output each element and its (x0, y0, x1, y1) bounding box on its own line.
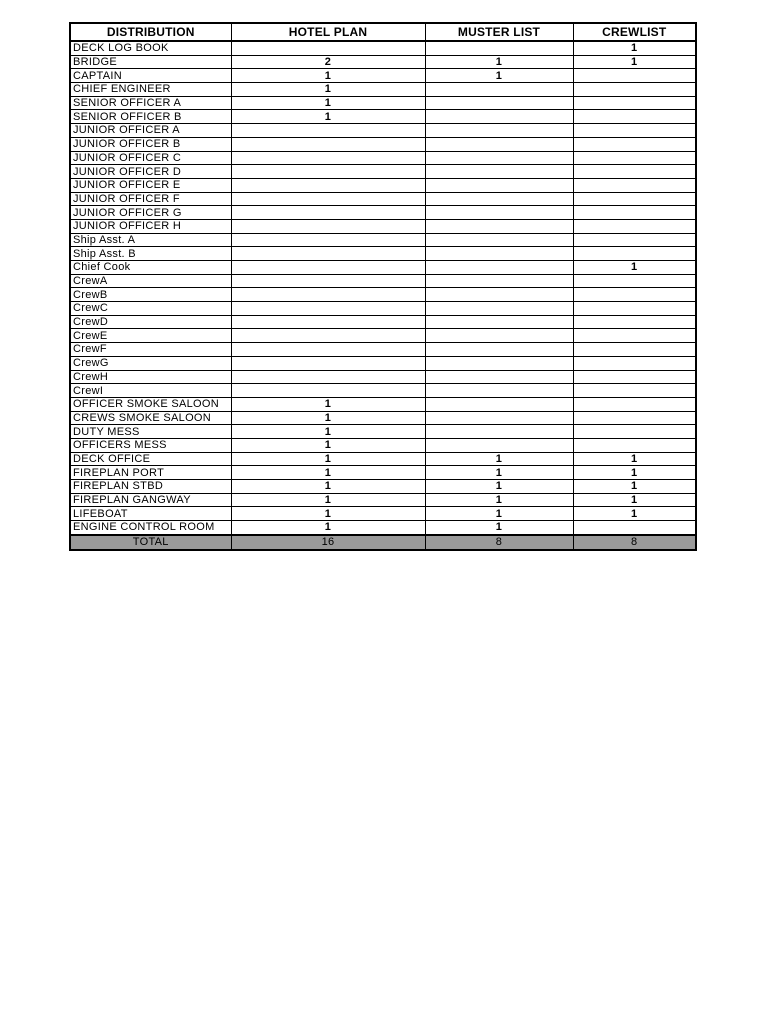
cell-crewlist: 1 (573, 41, 696, 55)
cell-muster-list (425, 315, 573, 329)
table-row (70, 370, 696, 384)
cell-muster-list (425, 438, 573, 452)
cell-crewlist (573, 137, 696, 151)
cell-distribution: ENGINE CONTROL ROOM (70, 521, 231, 535)
table-row (70, 343, 696, 357)
cell-crewlist: 1 (573, 466, 696, 480)
cell-muster-list: 1 (425, 507, 573, 521)
total-muster-list: 8 (425, 535, 573, 550)
cell-crewlist: 1 (573, 507, 696, 521)
cell-hotel-plan: 1 (231, 411, 425, 425)
table-row (70, 288, 696, 302)
cell-muster-list (425, 425, 573, 439)
cell-hotel-plan (231, 329, 425, 343)
cell-hotel-plan: 1 (231, 110, 425, 124)
cell-crewlist (573, 521, 696, 535)
cell-distribution: JUNIOR OFFICER C (70, 151, 231, 165)
header-muster-list: MUSTER LIST (425, 23, 573, 41)
cell-distribution: CrewD (70, 315, 231, 329)
table-row (70, 315, 696, 329)
cell-muster-list: 1 (425, 493, 573, 507)
cell-muster-list (425, 137, 573, 151)
cell-distribution: Chief Cook (70, 261, 231, 275)
cell-muster-list (425, 178, 573, 192)
cell-muster-list (425, 397, 573, 411)
cell-muster-list (425, 261, 573, 275)
cell-distribution: CrewA (70, 274, 231, 288)
cell-hotel-plan: 1 (231, 397, 425, 411)
cell-muster-list: 1 (425, 480, 573, 494)
cell-crewlist (573, 288, 696, 302)
table-row (70, 233, 696, 247)
cell-distribution: CAPTAIN (70, 69, 231, 83)
cell-muster-list: 1 (425, 55, 573, 69)
cell-crewlist (573, 165, 696, 179)
table-row (70, 137, 696, 151)
cell-crewlist (573, 315, 696, 329)
cell-crewlist (573, 83, 696, 97)
cell-crewlist (573, 274, 696, 288)
header-crewlist: CREWLIST (573, 23, 696, 41)
cell-muster-list (425, 384, 573, 398)
cell-hotel-plan: 1 (231, 96, 425, 110)
cell-distribution: CrewF (70, 343, 231, 357)
cell-hotel-plan (231, 137, 425, 151)
table-row (70, 96, 696, 110)
table-row (70, 124, 696, 138)
distribution-table (69, 22, 697, 551)
table-row (70, 425, 696, 439)
cell-distribution: DUTY MESS (70, 425, 231, 439)
cell-crewlist (573, 69, 696, 83)
cell-distribution: OFFICERS MESS (70, 438, 231, 452)
cell-distribution: DECK OFFICE (70, 452, 231, 466)
cell-distribution: FIREPLAN STBD (70, 480, 231, 494)
cell-hotel-plan (231, 219, 425, 233)
cell-muster-list (425, 370, 573, 384)
cell-muster-list (425, 411, 573, 425)
cell-distribution: JUNIOR OFFICER A (70, 124, 231, 138)
cell-distribution: BRIDGE (70, 55, 231, 69)
cell-distribution: SENIOR OFFICER A (70, 96, 231, 110)
cell-muster-list (425, 192, 573, 206)
cell-hotel-plan (231, 274, 425, 288)
cell-distribution: CrewB (70, 288, 231, 302)
cell-distribution: JUNIOR OFFICER H (70, 219, 231, 233)
cell-hotel-plan: 1 (231, 480, 425, 494)
cell-crewlist (573, 96, 696, 110)
table-row (70, 493, 696, 507)
table-row (70, 480, 696, 494)
cell-distribution: FIREPLAN GANGWAY (70, 493, 231, 507)
header-row (70, 23, 696, 41)
header-distribution: DISTRIBUTION (70, 23, 231, 41)
table-row (70, 507, 696, 521)
table-row (70, 41, 696, 55)
cell-distribution: JUNIOR OFFICER B (70, 137, 231, 151)
cell-hotel-plan: 1 (231, 83, 425, 97)
table-row (70, 384, 696, 398)
table-row (70, 55, 696, 69)
cell-distribution: DECK LOG BOOK (70, 41, 231, 55)
cell-crewlist (573, 219, 696, 233)
table-body (70, 41, 696, 535)
cell-hotel-plan: 1 (231, 466, 425, 480)
cell-crewlist: 1 (573, 480, 696, 494)
cell-hotel-plan (231, 151, 425, 165)
cell-crewlist (573, 247, 696, 261)
table-row (70, 261, 696, 275)
cell-distribution: CHIEF ENGINEER (70, 83, 231, 97)
cell-muster-list (425, 96, 573, 110)
total-crewlist: 8 (573, 535, 696, 550)
cell-crewlist (573, 438, 696, 452)
total-label: TOTAL (70, 535, 231, 550)
cell-crewlist (573, 425, 696, 439)
cell-muster-list: 1 (425, 521, 573, 535)
cell-hotel-plan (231, 247, 425, 261)
table-row (70, 356, 696, 370)
cell-hotel-plan (231, 315, 425, 329)
cell-muster-list (425, 110, 573, 124)
cell-muster-list (425, 343, 573, 357)
table-row (70, 165, 696, 179)
cell-crewlist (573, 356, 696, 370)
cell-hotel-plan: 1 (231, 493, 425, 507)
table-row (70, 438, 696, 452)
cell-crewlist (573, 233, 696, 247)
cell-hotel-plan: 1 (231, 452, 425, 466)
cell-muster-list (425, 247, 573, 261)
cell-muster-list: 1 (425, 466, 573, 480)
cell-crewlist (573, 192, 696, 206)
cell-muster-list (425, 302, 573, 316)
cell-muster-list (425, 165, 573, 179)
cell-crewlist (573, 343, 696, 357)
cell-distribution: JUNIOR OFFICER G (70, 206, 231, 220)
table-row (70, 178, 696, 192)
cell-distribution: SENIOR OFFICER B (70, 110, 231, 124)
cell-crewlist: 1 (573, 55, 696, 69)
cell-crewlist: 1 (573, 261, 696, 275)
cell-hotel-plan (231, 288, 425, 302)
table-row (70, 329, 696, 343)
cell-distribution: CREWS SMOKE SALOON (70, 411, 231, 425)
cell-crewlist (573, 329, 696, 343)
cell-distribution: CrewG (70, 356, 231, 370)
total-hotel-plan: 16 (231, 535, 425, 550)
cell-hotel-plan (231, 370, 425, 384)
cell-crewlist: 1 (573, 452, 696, 466)
cell-crewlist (573, 151, 696, 165)
cell-muster-list (425, 124, 573, 138)
cell-distribution: Ship Asst. B (70, 247, 231, 261)
cell-distribution: CrewE (70, 329, 231, 343)
cell-muster-list (425, 83, 573, 97)
cell-distribution: JUNIOR OFFICER D (70, 165, 231, 179)
cell-muster-list (425, 356, 573, 370)
table-row (70, 219, 696, 233)
table-row (70, 110, 696, 124)
cell-crewlist (573, 178, 696, 192)
table-row (70, 247, 696, 261)
table-row (70, 302, 696, 316)
cell-crewlist (573, 302, 696, 316)
cell-distribution: JUNIOR OFFICER F (70, 192, 231, 206)
cell-hotel-plan: 1 (231, 438, 425, 452)
cell-distribution: CrewH (70, 370, 231, 384)
cell-distribution: LIFEBOAT (70, 507, 231, 521)
table-row (70, 521, 696, 535)
table-row (70, 452, 696, 466)
table-row (70, 206, 696, 220)
cell-hotel-plan: 2 (231, 55, 425, 69)
table-row (70, 274, 696, 288)
cell-crewlist (573, 206, 696, 220)
total-row (70, 535, 696, 550)
table-row (70, 192, 696, 206)
table-row (70, 69, 696, 83)
cell-crewlist (573, 411, 696, 425)
cell-hotel-plan (231, 206, 425, 220)
cell-hotel-plan (231, 261, 425, 275)
cell-distribution: FIREPLAN PORT (70, 466, 231, 480)
cell-hotel-plan (231, 165, 425, 179)
cell-hotel-plan (231, 178, 425, 192)
cell-muster-list (425, 274, 573, 288)
header-hotel-plan: HOTEL PLAN (231, 23, 425, 41)
cell-crewlist (573, 384, 696, 398)
cell-crewlist (573, 370, 696, 384)
table-row (70, 466, 696, 480)
cell-muster-list (425, 233, 573, 247)
table-row (70, 397, 696, 411)
cell-hotel-plan: 1 (231, 507, 425, 521)
cell-hotel-plan (231, 343, 425, 357)
cell-muster-list (425, 329, 573, 343)
cell-muster-list: 1 (425, 69, 573, 83)
table-row (70, 411, 696, 425)
table-row (70, 151, 696, 165)
cell-muster-list (425, 41, 573, 55)
cell-hotel-plan: 1 (231, 69, 425, 83)
table-row (70, 83, 696, 97)
cell-muster-list (425, 206, 573, 220)
cell-hotel-plan: 1 (231, 521, 425, 535)
cell-crewlist: 1 (573, 493, 696, 507)
cell-distribution: Ship Asst. A (70, 233, 231, 247)
cell-hotel-plan (231, 233, 425, 247)
cell-distribution: CrewC (70, 302, 231, 316)
cell-distribution: JUNIOR OFFICER E (70, 178, 231, 192)
cell-muster-list (425, 151, 573, 165)
cell-hotel-plan: 1 (231, 425, 425, 439)
cell-crewlist (573, 110, 696, 124)
cell-hotel-plan (231, 192, 425, 206)
cell-hotel-plan (231, 41, 425, 55)
cell-hotel-plan (231, 384, 425, 398)
cell-hotel-plan (231, 302, 425, 316)
cell-hotel-plan (231, 356, 425, 370)
cell-crewlist (573, 124, 696, 138)
cell-distribution: CrewI (70, 384, 231, 398)
cell-crewlist (573, 397, 696, 411)
cell-muster-list (425, 288, 573, 302)
cell-muster-list: 1 (425, 452, 573, 466)
cell-hotel-plan (231, 124, 425, 138)
cell-distribution: OFFICER SMOKE SALOON (70, 397, 231, 411)
cell-muster-list (425, 219, 573, 233)
